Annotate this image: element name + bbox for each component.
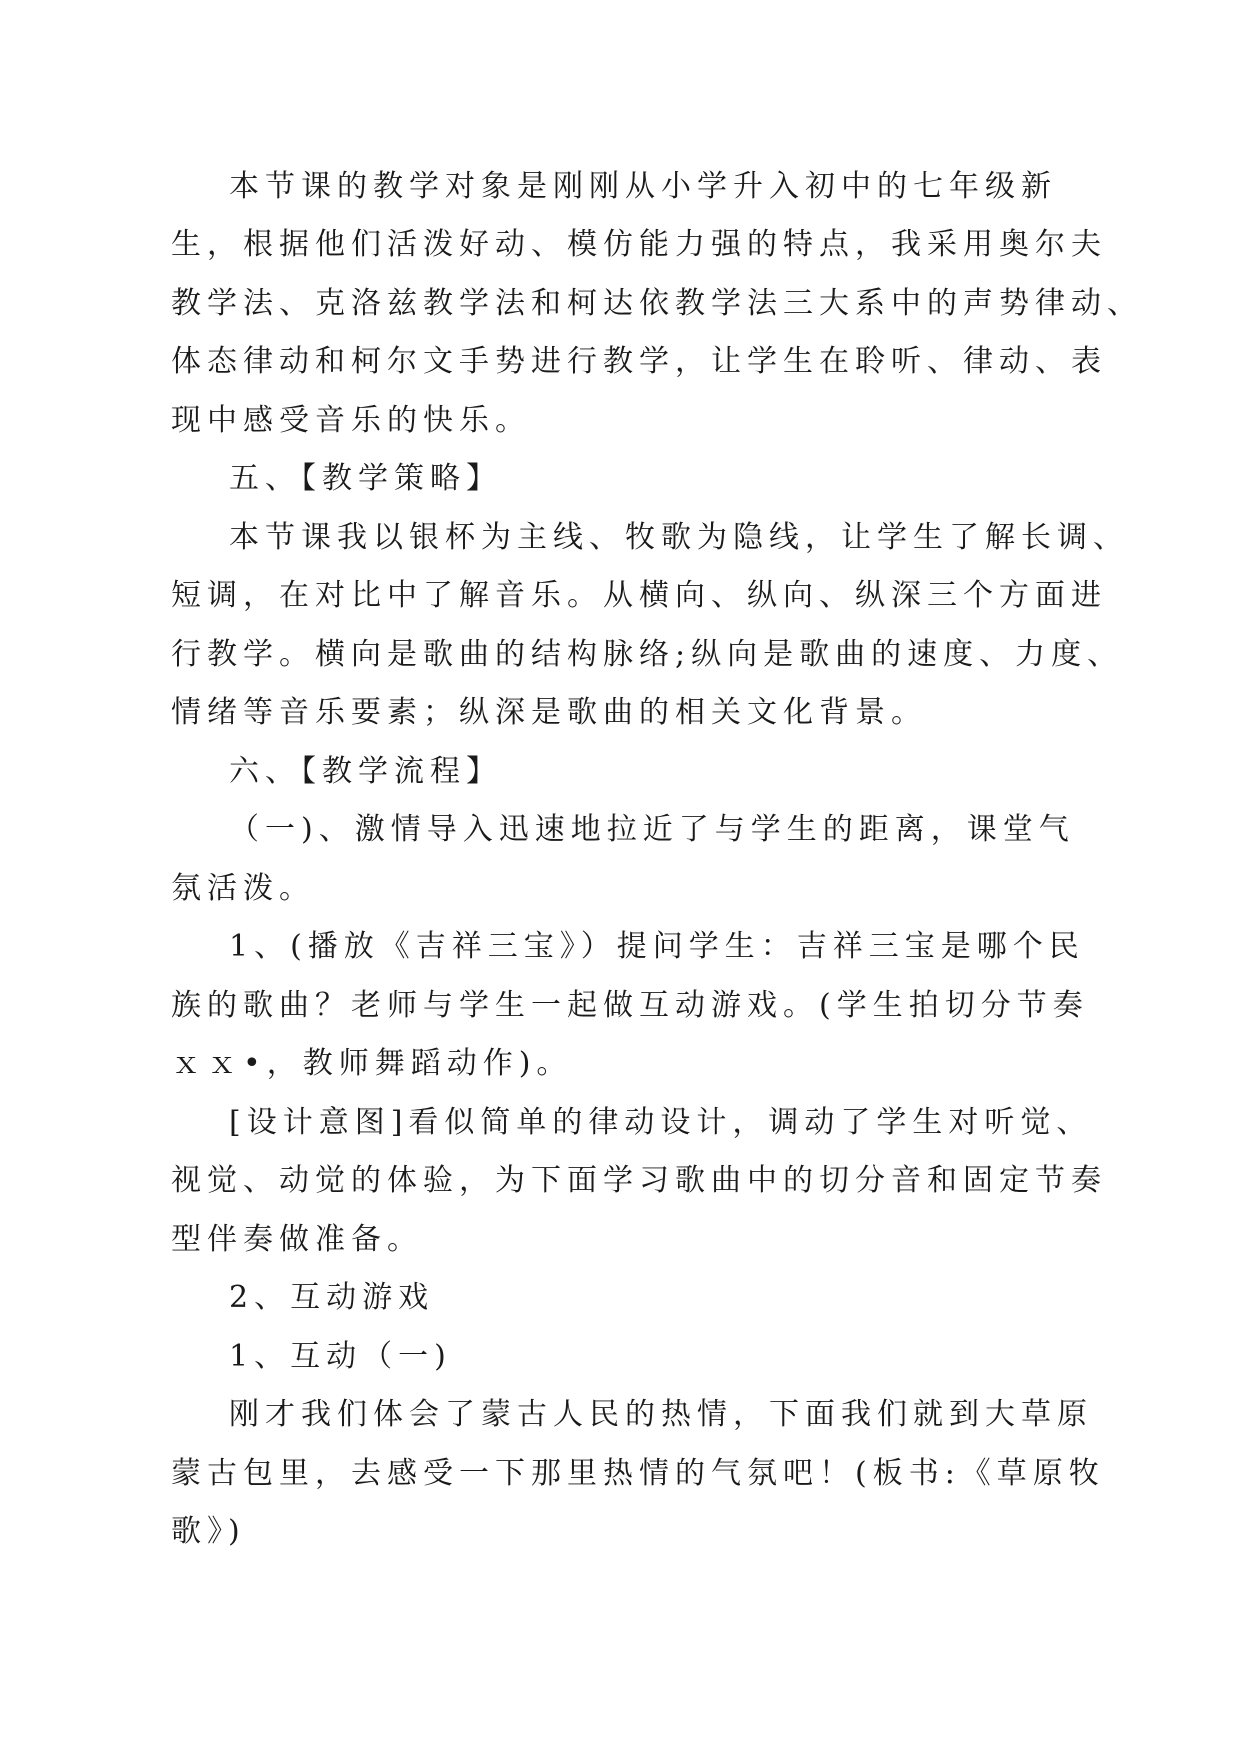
section-heading: 五、【教学策略】 bbox=[229, 461, 502, 496]
text-line: （一)、激情导入迅速地拉近了与学生的距离，课堂气 bbox=[229, 812, 1075, 847]
text-line: 本节课的教学对象是刚刚从小学升入初中的七年级新 bbox=[229, 169, 1057, 204]
text-line: 本节课我以银杯为主线、牧歌为隐线，让学生了解长调、 bbox=[229, 520, 1129, 555]
text-line: 现中感受音乐的快乐。 bbox=[171, 403, 531, 438]
text-line: ｘｘ•，教师舞蹈动作)。 bbox=[171, 1046, 573, 1081]
text-line: 型伴奏做准备。 bbox=[171, 1222, 423, 1257]
text-line: 1、(播放《吉祥三宝》）提问学生：吉祥三宝是哪个民 bbox=[229, 929, 1085, 964]
subsection-heading: 1、互动（一) bbox=[229, 1339, 452, 1374]
text-line: [设计意图]看似简单的律动设计，调动了学生对听觉、 bbox=[229, 1105, 1093, 1140]
text-line: 短调，在对比中了解音乐。从横向、纵向、纵深三个方面进 bbox=[171, 578, 1107, 613]
text-line: 生，根据他们活泼好动、模仿能力强的特点，我采用奥尔夫 bbox=[171, 227, 1107, 262]
section-heading: 六、【教学流程】 bbox=[229, 754, 502, 789]
text-line: 行教学。横向是歌曲的结构脉络;纵向是歌曲的速度、力度、 bbox=[171, 637, 1124, 672]
text-line: 体态律动和柯尔文手势进行教学，让学生在聆听、律动、表 bbox=[171, 344, 1107, 379]
text-line: 教学法、克洛兹教学法和柯达依教学法三大系中的声势律动、 bbox=[171, 286, 1143, 321]
text-line: 情绪等音乐要素；纵深是歌曲的相关文化背景。 bbox=[171, 695, 927, 730]
subsection-heading: 2、互动游戏 bbox=[229, 1280, 435, 1315]
text-line: 视觉、动觉的体验，为下面学习歌曲中的切分音和固定节奏 bbox=[171, 1163, 1107, 1198]
text-line: 歌》) bbox=[171, 1514, 246, 1549]
text-line: 族的歌曲？老师与学生一起做互动游戏。(学生拍切分节奏 bbox=[171, 988, 1089, 1023]
text-line: 蒙古包里，去感受一下那里热情的气氛吧！(板书:《草原牧 bbox=[171, 1456, 1105, 1491]
text-line: 氛活泼。 bbox=[171, 871, 315, 906]
text-line: 刚才我们体会了蒙古人民的热情，下面我们就到大草原 bbox=[229, 1397, 1093, 1432]
